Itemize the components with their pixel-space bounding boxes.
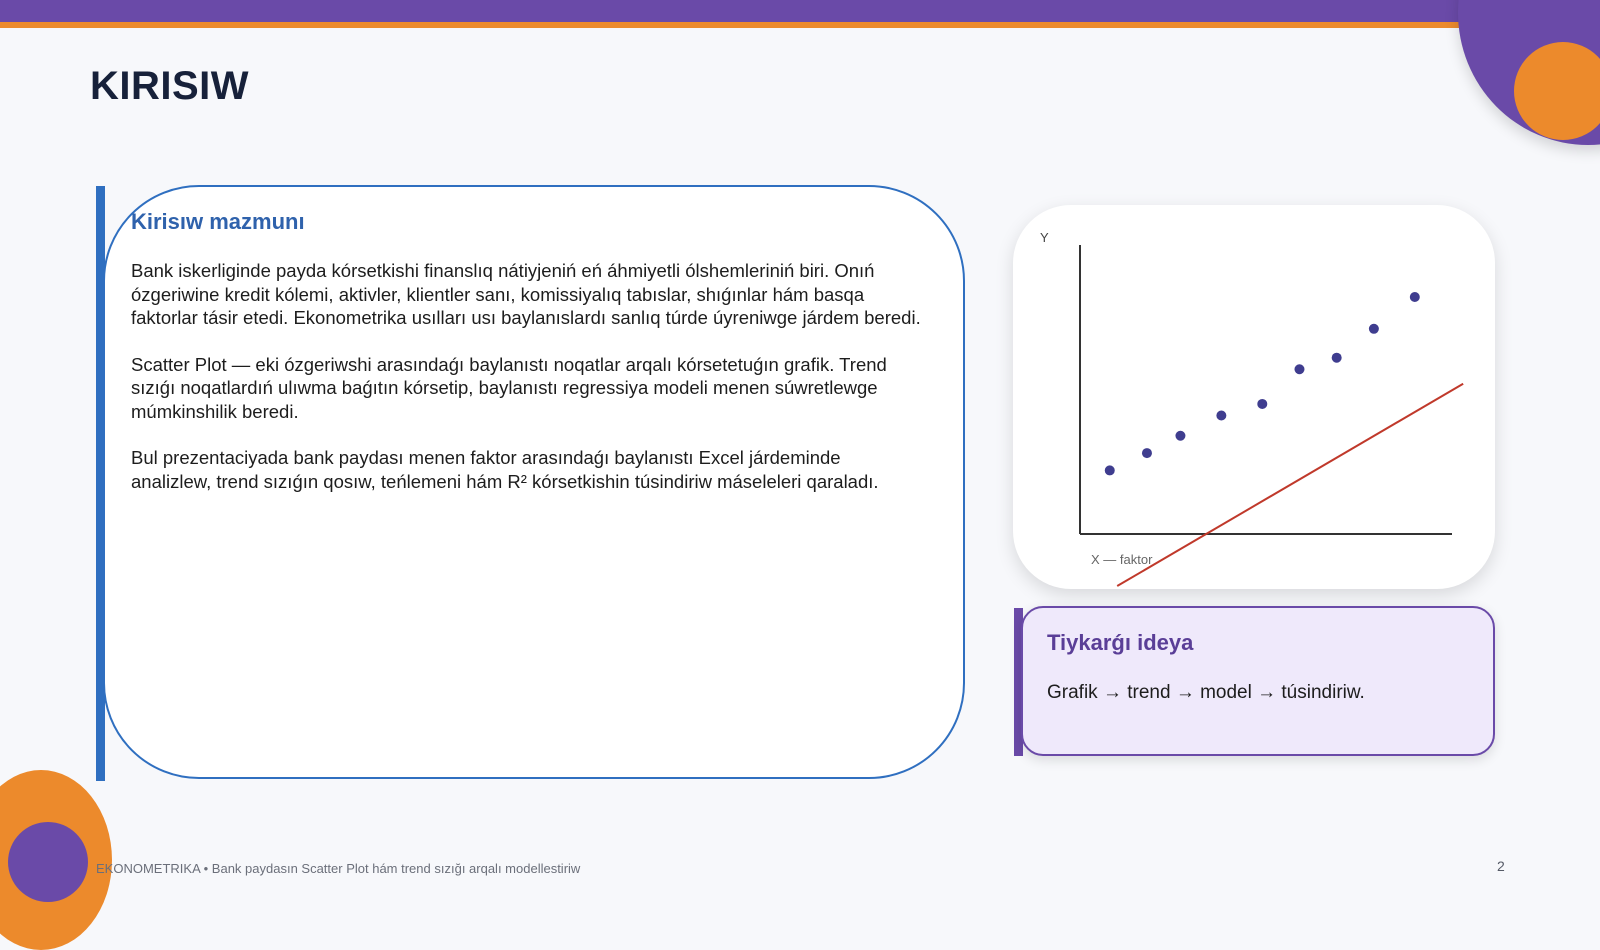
scatter-points (1105, 292, 1420, 475)
decor-circle-purple-bottom (8, 822, 88, 902)
footer-text: EKONOMETRIKA • Bank paydasın Scatter Plot hám trend sızığı arqalı modellestiriw (96, 861, 581, 876)
intro-paragraph-1: Bank iskerliginde payda kórsetkishi finanslıq nátiyjeniń eń áhmiyetli ólshemleriniń biri. Onıń ózgeriwine kredit kólemi, aktivler, klientler sanı, komissiyalıq tabıslar, shıǵınlar hám basqa faktorlar tásir etedi. Ekonometrika usılları usı baylanıslardı sanlıq túrde úyreniwge járdem beredi. (131, 260, 921, 328)
scatter-chart-card (1013, 205, 1495, 589)
top-bar-orange (0, 22, 1465, 28)
intro-card (103, 185, 965, 779)
scatter-chart (1013, 205, 1495, 589)
y-axis-label: Y (1040, 230, 1049, 245)
top-bar-purple (0, 0, 1600, 22)
scatter-point (1332, 353, 1342, 363)
scatter-point (1142, 448, 1152, 458)
trend-line (1117, 384, 1463, 586)
scatter-point (1410, 292, 1420, 302)
scatter-point (1105, 465, 1115, 475)
idea-card (1021, 606, 1495, 756)
page-number: 2 (1497, 858, 1505, 874)
intro-paragraph-3: Bul prezentaciyada bank paydası menen faktor arasındaǵı baylanıstı Excel járdeminde analizlew, trend sızıǵın qosıw, teńlemeni hám R² kórsetkishin túsindiriw máseleleri qaraladı. (131, 447, 879, 492)
intro-paragraph-2: Scatter Plot — eki ózgeriwshi arasındaǵı baylanıstı noqatlar arqalı kórsetetuǵın grafik. Trend sızıǵı noqatlardıń ulıwma baǵıtın kórsetip, baylanıstı regressiya modeli menen súwretlewge múmkinshilik beredi. (131, 353, 887, 422)
scatter-point (1257, 399, 1267, 409)
scatter-point (1294, 364, 1304, 374)
scatter-point (1216, 411, 1226, 421)
scatter-point (1175, 431, 1185, 441)
page-title: KIRISIW (90, 64, 250, 108)
x-axis-label: X — faktor (1091, 552, 1153, 567)
scatter-point (1369, 324, 1379, 334)
idea-heading: Tiykarǵı ideya (1047, 630, 1194, 655)
intro-heading: Kirisıw mazmunı (131, 209, 305, 234)
idea-text: Grafik → trend → model → túsindiriw. (1047, 682, 1365, 703)
